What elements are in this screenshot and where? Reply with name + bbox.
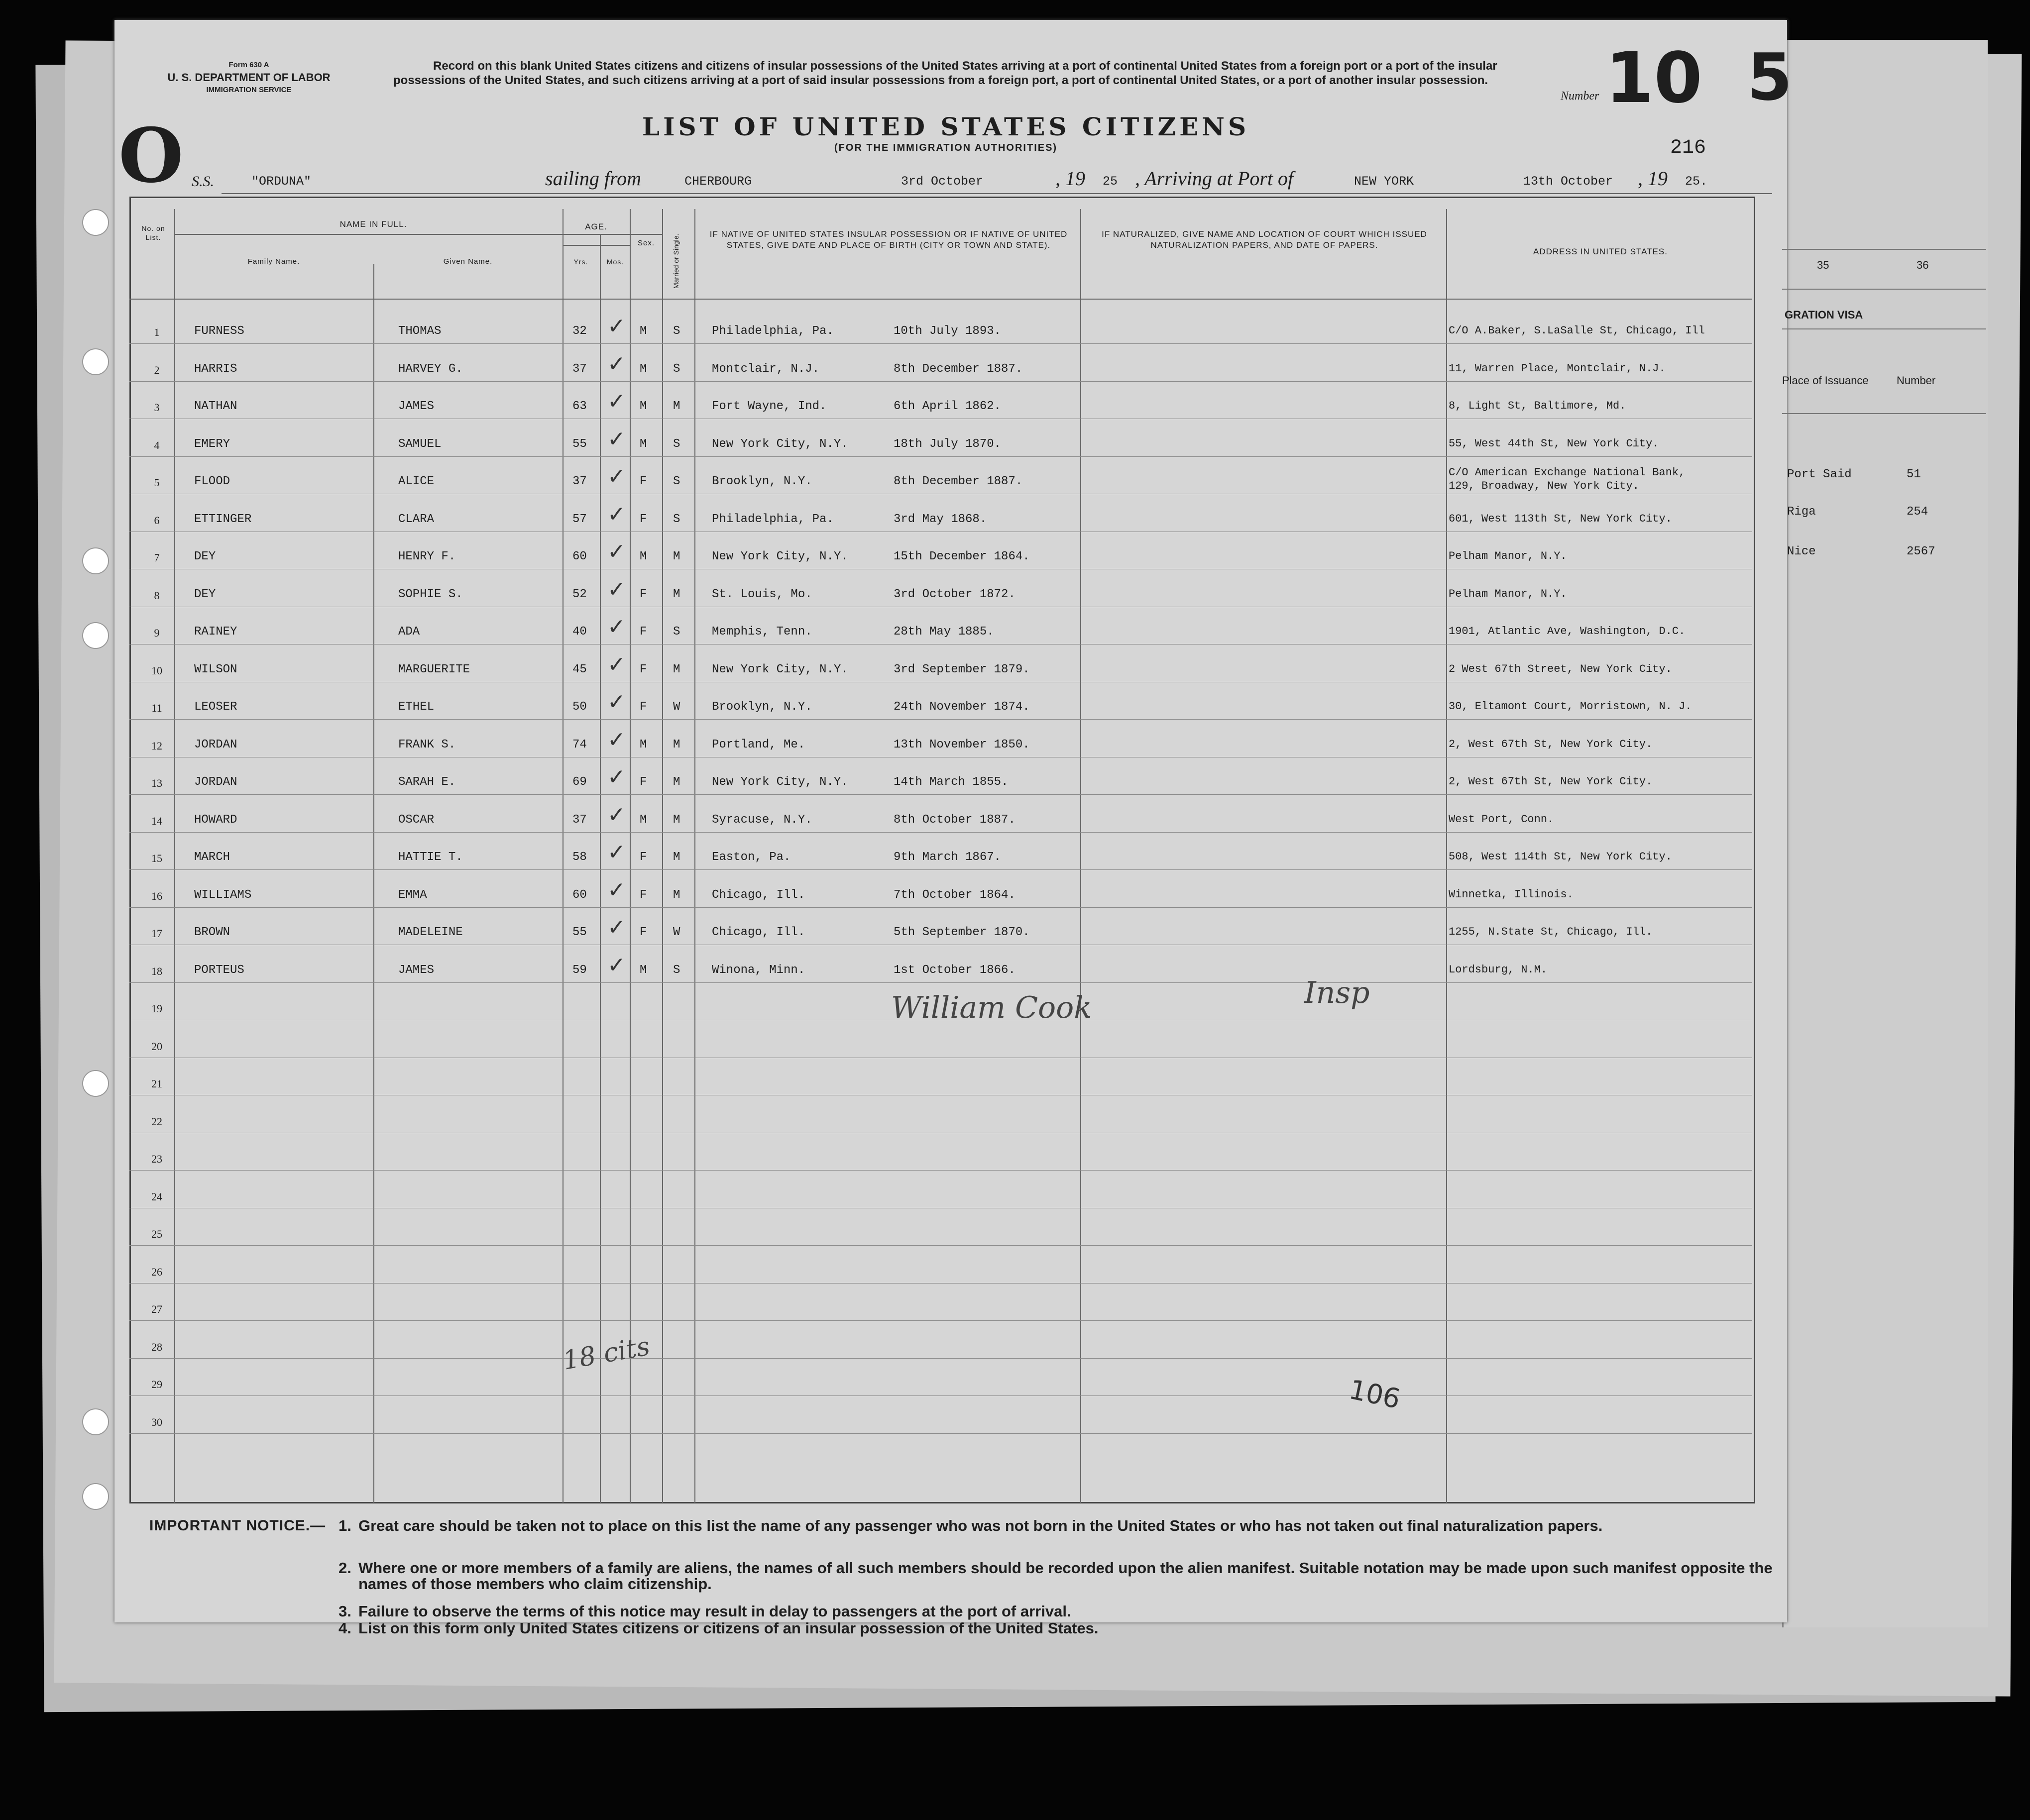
service: IMMIGRATION SERVICE: [206, 86, 292, 94]
sex: F: [640, 625, 647, 639]
ss-label: S.S.: [192, 173, 214, 190]
marital-status: S: [673, 512, 680, 526]
address: 2 West 67th Street, New York City.: [1449, 662, 1672, 675]
birth-place: Easton, Pa.: [712, 851, 791, 864]
notice-item-text: Failure to observe the terms of this notice may result in delay to passengers at the port of arrival.: [358, 1603, 1071, 1620]
row-rule: [129, 1395, 1752, 1396]
row-number: 17: [151, 927, 162, 940]
age-years: 55: [572, 437, 587, 451]
marital-status: M: [673, 738, 680, 751]
continuation-number-header: Number: [1897, 374, 1936, 387]
birth-date: 5th September 1870.: [894, 926, 1030, 939]
birth-date: 13th November 1850.: [894, 738, 1030, 751]
binder-hole: [82, 209, 109, 236]
row-rule: [129, 1245, 1752, 1246]
visa-number: 254: [1907, 505, 1928, 519]
marital-status: M: [673, 775, 680, 789]
binder-hole: [82, 547, 109, 574]
given-name: MARGUERITE: [398, 662, 470, 676]
notice-item-text: Great care should be taken not to place on this list the name of any passenger who was not born in the United States or who has not taken out final naturalization papers.: [358, 1517, 1603, 1534]
family-name: HARRIS: [194, 362, 237, 376]
birth-place: Portland, Me.: [712, 738, 805, 751]
column-divider: [563, 209, 564, 1503]
row-rule: [129, 1170, 1752, 1171]
header-address: ADDRESS IN UNITED STATES.: [1533, 247, 1668, 256]
check-mark-icon: ✓: [607, 840, 626, 865]
visa-place: Riga: [1787, 505, 1816, 519]
notice-item-number: 3.: [338, 1603, 351, 1620]
header-naturalized: IF NATURALIZED, GIVE NAME AND LOCATION OF COURT WHICH ISSUED NATURALIZATION PAPERS, AND DATE OF PAPERS.: [1102, 229, 1427, 250]
column-divider: [630, 209, 631, 1503]
address: 1255, N.State St, Chicago, Ill.: [1449, 926, 1653, 938]
birth-date: 6th April 1862.: [894, 400, 1002, 413]
given-name: ETHEL: [398, 700, 435, 714]
family-name: FLOOD: [194, 475, 230, 488]
family-name: JORDAN: [194, 775, 237, 789]
age-years: 74: [572, 738, 587, 751]
check-mark-icon: ✓: [607, 651, 626, 677]
marital-status: M: [673, 851, 680, 864]
notice-item-number: 2.: [338, 1559, 351, 1577]
age-years: 58: [572, 851, 587, 864]
row-rule: [129, 869, 1752, 870]
sex: F: [640, 775, 647, 789]
row-number: 3: [154, 401, 160, 414]
birth-date: 1st October 1866.: [894, 963, 1015, 977]
binder-hole: [82, 1483, 109, 1510]
visa-place: Port Said: [1787, 468, 1852, 481]
continuation-rule: [1782, 249, 1986, 250]
sex: M: [640, 324, 647, 338]
row-number: 2: [154, 363, 160, 376]
sex: F: [640, 587, 647, 601]
age-years: 69: [572, 775, 587, 789]
family-name: MARCH: [194, 851, 230, 864]
sex: F: [640, 662, 647, 676]
birth-date: 7th October 1864.: [894, 888, 1015, 902]
list-number-extra: 5: [1747, 39, 1793, 115]
notice-item-text: List on this form only United States citizens or citizens of an insular possession of the United States.: [358, 1619, 1099, 1637]
birth-place: Brooklyn, N.Y.: [712, 475, 812, 488]
family-name: NATHAN: [194, 400, 237, 413]
marital-status: M: [673, 888, 680, 902]
sex: F: [640, 851, 647, 864]
continuation-rule: [1782, 413, 1986, 414]
check-mark-icon: ✓: [607, 877, 626, 903]
row-number: 11: [151, 702, 162, 714]
row-number: 22: [151, 1115, 162, 1128]
marital-status: M: [673, 662, 680, 676]
address: 8, Light St, Baltimore, Md.: [1449, 400, 1626, 412]
notice-item: [338, 1559, 1822, 1593]
check-mark-icon: ✓: [607, 539, 626, 564]
birth-date: 24th November 1874.: [894, 700, 1030, 714]
family-name: JORDAN: [194, 738, 237, 751]
row-number: 23: [151, 1153, 162, 1165]
family-name: DEY: [194, 587, 216, 601]
row-number: 7: [154, 551, 160, 564]
age-years: 37: [572, 475, 587, 488]
visa-number: 2567: [1907, 545, 1935, 558]
inspector-title: Insp: [1304, 975, 1370, 1010]
arriving-label: , Arriving at Port of: [1135, 167, 1294, 190]
row-rule: [129, 1433, 1752, 1434]
page-title: LIST OF UNITED STATES CITIZENS: [642, 112, 1250, 141]
address: C/O American Exchange National Bank,: [1449, 466, 1686, 479]
birth-place: Syracuse, N.Y.: [712, 813, 812, 827]
sex: M: [640, 738, 647, 751]
birth-place: St. Louis, Mo.: [712, 587, 812, 601]
marital-status: S: [673, 437, 680, 451]
column-divider: [662, 209, 663, 1503]
age-years: 57: [572, 512, 587, 526]
birth-place: Memphis, Tenn.: [712, 625, 812, 639]
row-number: 8: [154, 589, 160, 602]
arrival-year-prefix: , 19: [1638, 167, 1668, 190]
age-years: 55: [572, 926, 587, 939]
sex: M: [640, 362, 647, 376]
birth-place: Philadelphia, Pa.: [712, 512, 834, 526]
departure-year-prefix: , 19: [1055, 167, 1085, 190]
given-name: SARAH E.: [398, 775, 456, 789]
check-mark-icon: ✓: [607, 576, 626, 602]
departure-date: 3rd October: [901, 174, 984, 189]
marital-status: W: [673, 926, 680, 939]
row-rule: [129, 1283, 1752, 1284]
given-name: OSCAR: [398, 813, 435, 827]
header-age: AGE.: [585, 222, 607, 231]
given-name: JAMES: [398, 963, 435, 977]
departure-year: 25: [1103, 174, 1118, 189]
check-mark-icon: ✓: [607, 314, 626, 339]
family-name: WILLIAMS: [194, 888, 252, 902]
sex: M: [640, 963, 647, 977]
continuation-col-35: 35: [1817, 259, 1829, 271]
birth-date: 15th December 1864.: [894, 550, 1030, 563]
header-name-in-full: NAME IN FULL.: [339, 219, 407, 229]
age-years: 60: [572, 550, 587, 563]
address: 2, West 67th St, New York City.: [1449, 775, 1653, 788]
family-name: WILSON: [194, 662, 237, 676]
address: 11, Warren Place, Montclair, N.J.: [1449, 362, 1666, 375]
header-rule: [129, 299, 1752, 300]
marital-status: M: [673, 550, 680, 563]
list-letter: O: [118, 112, 184, 200]
given-name: MADELEINE: [398, 926, 463, 939]
birth-place: Brooklyn, N.Y.: [712, 700, 812, 714]
birth-date: 3rd May 1868.: [894, 512, 987, 526]
check-mark-icon: ✓: [607, 614, 626, 640]
voyage-rule: [222, 193, 1772, 194]
continuation-place-header: Place of Issuance: [1782, 374, 1869, 387]
age-years: 60: [572, 888, 587, 902]
row-rule: [129, 907, 1752, 908]
birth-date: 8th October 1887.: [894, 813, 1015, 827]
row-rule: [129, 343, 1752, 344]
address: 601, West 113th St, New York City.: [1449, 512, 1672, 525]
birth-place: New York City, N.Y.: [712, 662, 848, 676]
check-mark-icon: ✓: [607, 727, 626, 752]
given-name: CLARA: [398, 512, 435, 526]
check-mark-icon: ✓: [607, 764, 626, 790]
sex: F: [640, 926, 647, 939]
given-name: EMMA: [398, 888, 427, 902]
row-number: 19: [151, 1002, 162, 1015]
header-yrs: Yrs.: [573, 258, 588, 266]
birth-place: Winona, Minn.: [712, 963, 805, 977]
address: 1901, Atlantic Ave, Washington, D.C.: [1449, 625, 1686, 638]
row-number: 29: [151, 1378, 162, 1391]
row-number: 26: [151, 1265, 162, 1278]
sailing-label: sailing from: [545, 167, 641, 190]
visa-place: Nice: [1787, 545, 1816, 558]
age-years: 37: [572, 362, 587, 376]
column-divider: [373, 264, 374, 1503]
birth-place: New York City, N.Y.: [712, 437, 848, 451]
given-name: THOMAS: [398, 324, 442, 338]
header-family-name: Family Name.: [247, 257, 300, 266]
birth-date: 14th March 1855.: [894, 775, 1009, 789]
family-name: LEOSER: [194, 700, 237, 714]
age-years: 37: [572, 813, 587, 827]
departure-port: CHERBOURG: [684, 174, 752, 189]
birth-place: New York City, N.Y.: [712, 775, 848, 789]
record-instructions: Record on this blank United States citizens and citizens of insular possessions of the United States arriving at a port of continental United States from a foreign port or a port of the insular possessions of the United States, and such citizens arriving at a port of said insular possessions from a foreign port, a port of continental United States, or a port of another insular possession.: [393, 59, 1497, 87]
marital-status: S: [673, 475, 680, 488]
age-years: 63: [572, 400, 587, 413]
row-number: 12: [151, 739, 162, 752]
address: Pelham Manor, N.Y.: [1449, 587, 1567, 600]
visa-number: 51: [1907, 468, 1921, 481]
birth-date: 9th March 1867.: [894, 851, 1002, 864]
notice-item: [338, 1517, 1822, 1534]
continuation-rule: [1782, 289, 1986, 290]
arrival-year: 25.: [1685, 174, 1708, 189]
birth-place: Philadelphia, Pa.: [712, 324, 834, 338]
check-mark-icon: ✓: [607, 689, 626, 715]
sex: F: [640, 888, 647, 902]
row-rule: [129, 1320, 1752, 1321]
header-given-name: Given Name.: [443, 257, 493, 266]
given-name: JAMES: [398, 400, 435, 413]
notice-item: [338, 1603, 1822, 1620]
column-divider: [1080, 209, 1081, 1503]
address: Winnetka, Illinois.: [1449, 888, 1574, 901]
row-number: 27: [151, 1303, 162, 1315]
marital-status: M: [673, 813, 680, 827]
row-number: 1: [154, 326, 160, 338]
list-number: 10: [1605, 38, 1702, 119]
row-number: 16: [151, 889, 162, 902]
family-name: PORTEUS: [194, 963, 244, 977]
binder-hole: [82, 1070, 109, 1097]
row-number: 6: [154, 514, 160, 527]
page-stamp: 106: [1346, 1373, 1403, 1415]
row-rule: [129, 794, 1752, 795]
family-name: RAINEY: [194, 625, 237, 639]
marital-status: S: [673, 362, 680, 376]
birth-place: Fort Wayne, Ind.: [712, 400, 827, 413]
header-mos: Mos.: [606, 258, 624, 266]
marital-status: S: [673, 324, 680, 338]
address-line-2: 129, Broadway, New York City.: [1449, 480, 1639, 492]
age-years: 52: [572, 587, 587, 601]
row-number: 9: [154, 627, 160, 639]
binder-hole: [82, 622, 109, 649]
marital-status: S: [673, 963, 680, 977]
header-no-on-list: No. on List.: [141, 224, 165, 241]
address: Pelham Manor, N.Y.: [1449, 550, 1567, 562]
sex: M: [640, 437, 647, 451]
ship-name: "ORDUNA": [251, 174, 312, 189]
row-number: 24: [151, 1190, 162, 1203]
continuation-rule: [1782, 328, 1986, 329]
row-number: 28: [151, 1340, 162, 1353]
column-divider: [600, 234, 601, 1503]
sex: M: [640, 400, 647, 413]
birth-place: Chicago, Ill.: [712, 888, 805, 902]
birth-date: 8th December 1887.: [894, 475, 1023, 488]
given-name: SOPHIE S.: [398, 587, 463, 601]
row-number: 21: [151, 1077, 162, 1090]
notice-item-number: 1.: [338, 1517, 351, 1534]
given-name: FRANK S.: [398, 738, 456, 751]
header-rule: [563, 245, 630, 246]
family-name: ETTINGER: [194, 512, 252, 526]
age-years: 40: [572, 625, 587, 639]
arrival-port: NEW YORK: [1354, 174, 1414, 189]
address: C/O A.Baker, S.LaSalle St, Chicago, Ill: [1449, 324, 1705, 337]
birth-date: 18th July 1870.: [894, 437, 1002, 451]
row-number: 18: [151, 964, 162, 977]
address: 2, West 67th St, New York City.: [1449, 738, 1653, 750]
family-name: DEY: [194, 550, 216, 563]
age-years: 50: [572, 700, 587, 714]
check-mark-icon: ✓: [607, 802, 626, 828]
inspector-signature: William Cook: [891, 990, 1092, 1025]
given-name: HENRY F.: [398, 550, 456, 563]
marital-status: W: [673, 700, 680, 714]
birth-date: 10th July 1893.: [894, 324, 1002, 338]
birth-date: 28th May 1885.: [894, 625, 994, 639]
address: West Port, Conn.: [1449, 813, 1554, 826]
family-name: EMERY: [194, 437, 230, 451]
row-rule: [129, 1358, 1752, 1359]
row-rule: [129, 456, 1752, 457]
birth-place: Chicago, Ill.: [712, 926, 805, 939]
age-years: 59: [572, 963, 587, 977]
continuation-page: [1782, 40, 1988, 1627]
column-divider: [694, 209, 695, 1503]
form-number: Form 630 A: [228, 61, 269, 69]
address: 30, Eltamont Court, Morristown, N. J.: [1449, 700, 1692, 713]
header-married-single: Married or Single.: [672, 233, 680, 289]
row-number: 14: [151, 814, 162, 827]
header-rule: [174, 234, 662, 235]
check-mark-icon: ✓: [607, 389, 626, 414]
arrival-date: 13th October: [1523, 174, 1613, 189]
age-years: 32: [572, 324, 587, 338]
row-number: 10: [151, 664, 162, 677]
address: Lordsburg, N.M.: [1449, 963, 1548, 976]
sex: F: [640, 475, 647, 488]
department: U. S. DEPARTMENT OF LABOR: [167, 71, 331, 84]
row-rule: [129, 832, 1752, 833]
birth-date: 3rd September 1879.: [894, 662, 1030, 676]
check-mark-icon: ✓: [607, 426, 626, 452]
page-subtitle: (FOR THE IMMIGRATION AUTHORITIES): [834, 142, 1058, 153]
marital-status: S: [673, 625, 680, 639]
notice-item-text: Where one or more members of a family are aliens, the names of all such members should be recorded upon the alien manifest. Suitable notation may be made upon such manifest opposite the names of those members who claim citizenship.: [358, 1559, 1773, 1593]
sex: M: [640, 813, 647, 827]
check-mark-icon: ✓: [607, 351, 626, 377]
column-divider: [1446, 209, 1447, 1503]
notice-item: [338, 1619, 1822, 1637]
family-name: HOWARD: [194, 813, 237, 827]
address: 508, West 114th St, New York City.: [1449, 851, 1672, 863]
family-name: FURNESS: [194, 324, 244, 338]
address: 55, West 44th St, New York City.: [1449, 437, 1659, 450]
given-name: SAMUEL: [398, 437, 442, 451]
check-mark-icon: ✓: [607, 464, 626, 489]
continuation-col-36: 36: [1917, 259, 1929, 271]
birth-date: 8th December 1887.: [894, 362, 1023, 376]
sex: F: [640, 700, 647, 714]
row-number: 20: [151, 1040, 162, 1053]
page-number: 216: [1670, 137, 1706, 159]
binder-hole: [82, 1408, 109, 1435]
header-sex: Sex.: [637, 239, 655, 247]
given-name: ADA: [398, 625, 420, 639]
citizen-tally: 18 cits: [561, 1331, 652, 1376]
sex: F: [640, 512, 647, 526]
header-birth: IF NATIVE OF UNITED STATES INSULAR POSSESSION OR IF NATIVE OF UNITED STATES, GIVE DATE AND PLACE OF BIRTH (CITY OR TOWN AND STATE).: [709, 229, 1068, 250]
continuation-group: GRATION VISA: [1785, 309, 1863, 321]
row-number: 30: [151, 1415, 162, 1428]
row-rule: [129, 719, 1752, 720]
marital-status: M: [673, 587, 680, 601]
number-label: Number: [1561, 90, 1599, 103]
marital-status: M: [673, 400, 680, 413]
family-name: BROWN: [194, 926, 230, 939]
row-rule: [129, 982, 1752, 983]
check-mark-icon: ✓: [607, 952, 626, 978]
given-name: HARVEY G.: [398, 362, 463, 376]
row-number: 5: [154, 476, 160, 489]
age-years: 45: [572, 662, 587, 676]
sex: M: [640, 550, 647, 563]
check-mark-icon: ✓: [607, 915, 626, 940]
notice-item-number: 4.: [338, 1619, 351, 1637]
birth-date: 3rd October 1872.: [894, 587, 1015, 601]
row-number: 13: [151, 777, 162, 789]
given-name: HATTIE T.: [398, 851, 463, 864]
row-rule: [129, 381, 1752, 382]
check-mark-icon: ✓: [607, 501, 626, 527]
given-name: ALICE: [398, 475, 435, 488]
birth-place: New York City, N.Y.: [712, 550, 848, 563]
notice-lead: IMPORTANT NOTICE.—: [149, 1517, 326, 1534]
row-number: 15: [151, 852, 162, 864]
row-number: 25: [151, 1228, 162, 1240]
binder-hole: [82, 348, 109, 375]
form-header: [159, 59, 338, 96]
birth-place: Montclair, N.J.: [712, 362, 820, 376]
row-number: 4: [154, 438, 160, 451]
